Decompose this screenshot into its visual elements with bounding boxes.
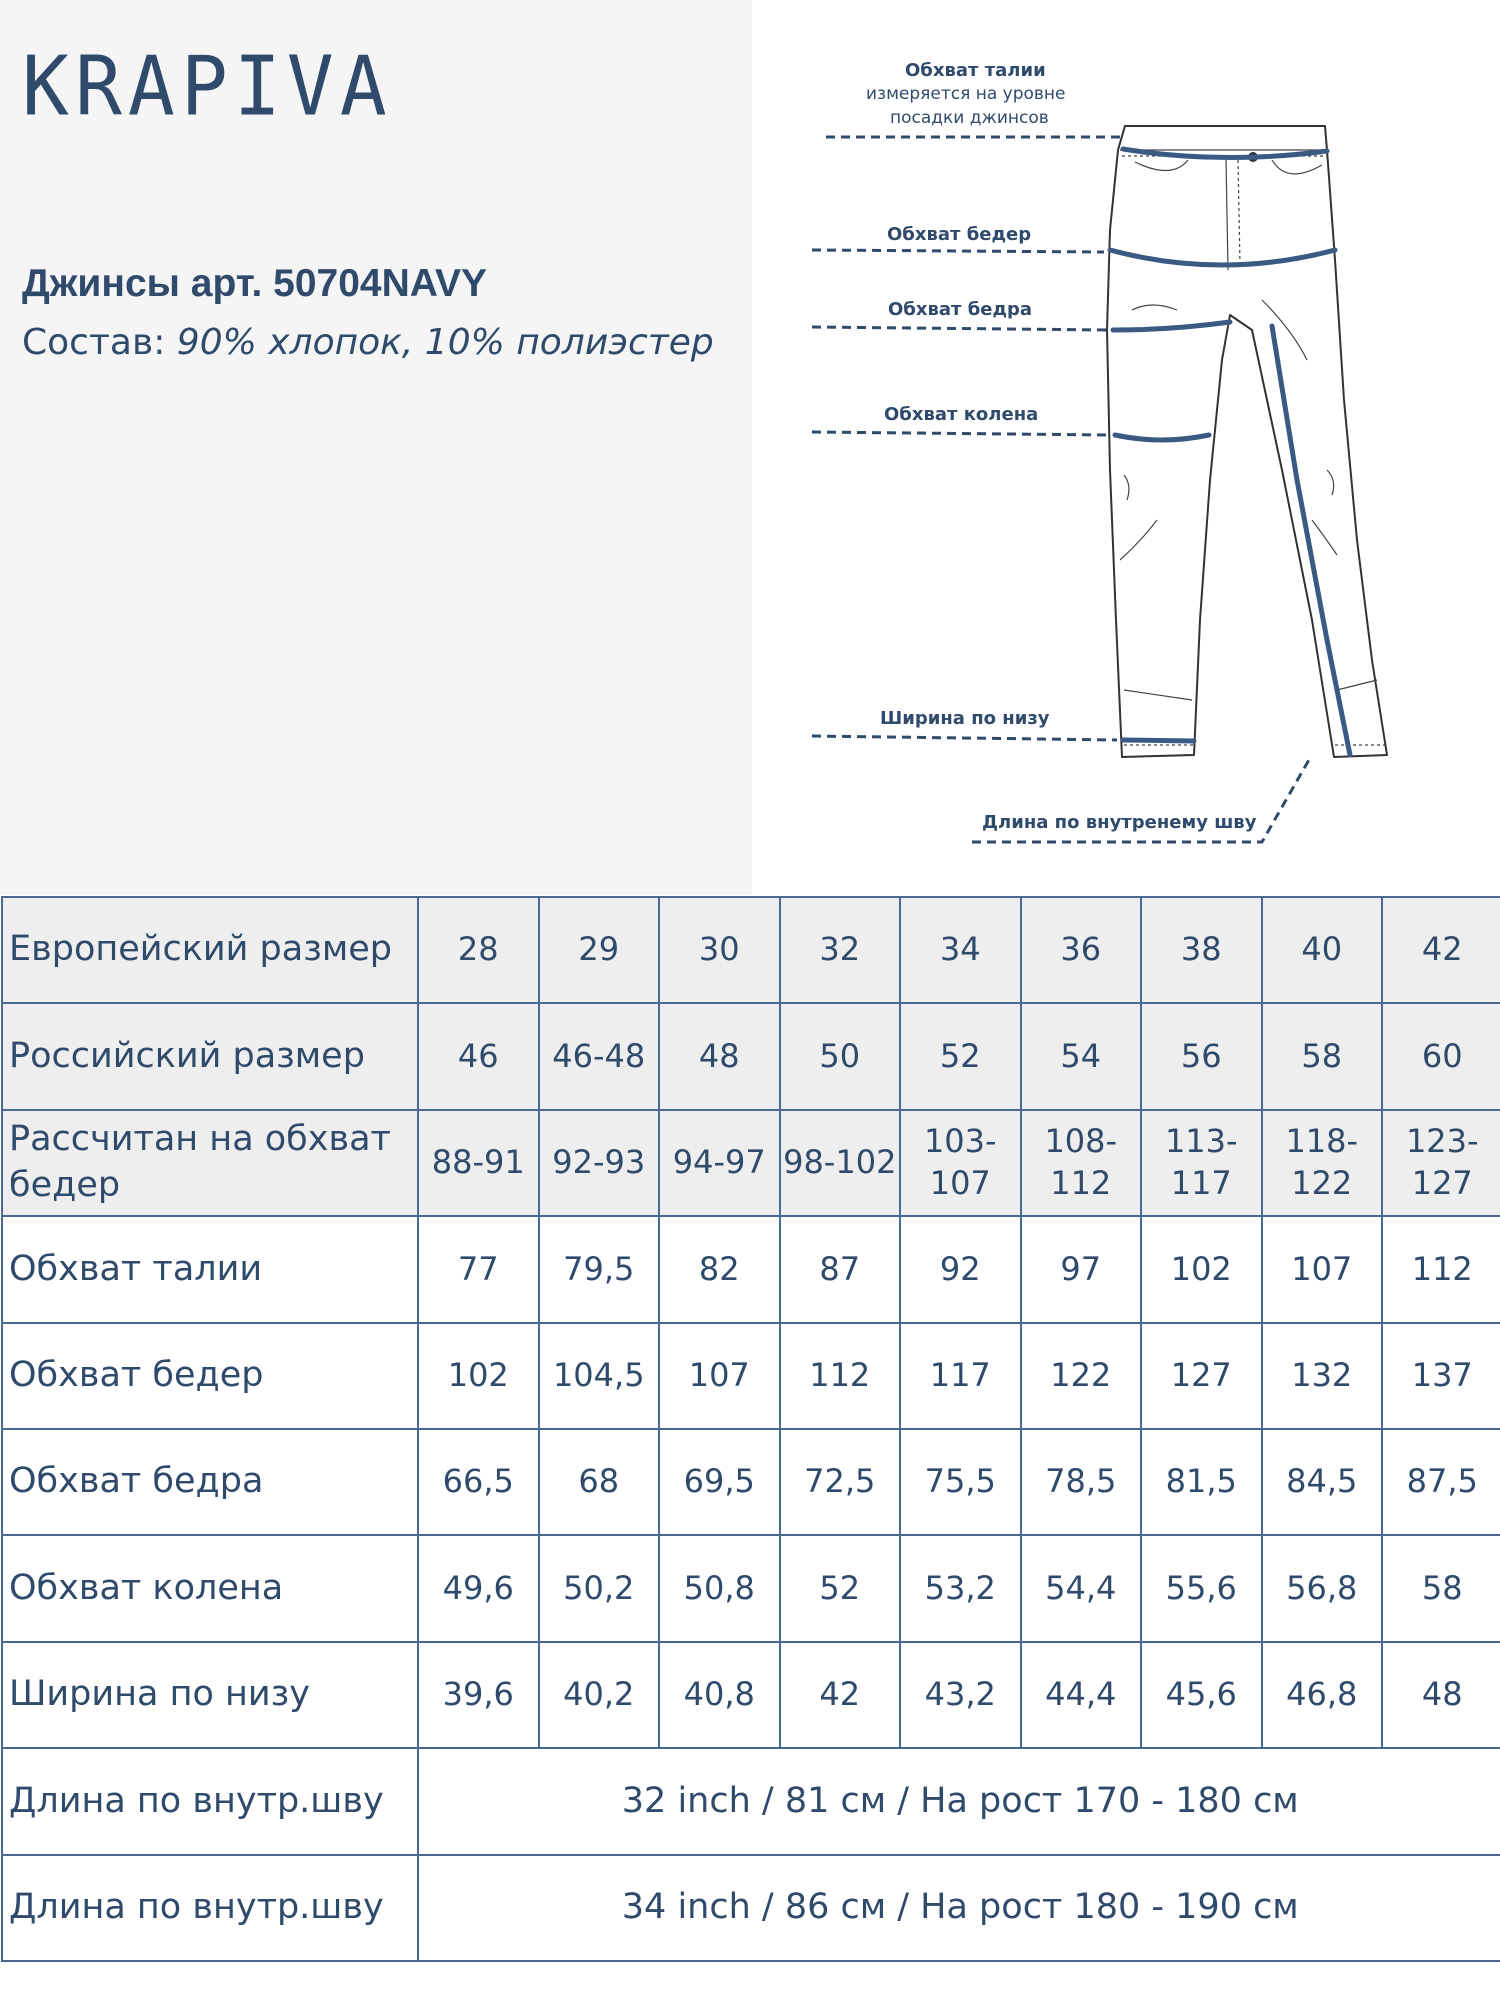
table-row [2,1110,1500,1216]
size-cell: 112 [780,1323,901,1429]
size-cell: 82 [659,1216,780,1322]
size-cell: 38 [1141,897,1262,1003]
inseam-value: 34 inch / 86 см / На рост 180 - 190 см [418,1855,1500,1961]
jeans-sketch [752,0,1500,895]
size-cell: 44,4 [1021,1642,1142,1748]
size-cell: 55,6 [1141,1535,1262,1641]
measurement-diagram [752,0,1500,895]
size-cell: 98-102 [780,1110,901,1216]
size-cell: 92-93 [539,1110,660,1216]
row-label: Длина по внутр.шву [2,1855,418,1961]
size-cell: 43,2 [900,1642,1021,1748]
size-cell: 40,2 [539,1642,660,1748]
size-table-body [2,897,1500,1961]
knee-label: Обхват колена [884,404,1039,425]
size-cell: 102 [418,1323,539,1429]
size-cell: 66,5 [418,1429,539,1535]
table-row [2,1642,1500,1748]
size-cell: 77 [418,1216,539,1322]
waist-note-line1: измеряется на уровне [866,84,1066,104]
thigh-label: Обхват бедра [888,299,1033,320]
size-cell: 50,2 [539,1535,660,1641]
size-cell: 122 [1021,1323,1142,1429]
size-cell: 107 [659,1323,780,1429]
size-cell: 48 [1382,1642,1500,1748]
row-label: Обхват бедер [2,1323,418,1429]
size-cell: 78,5 [1021,1429,1142,1535]
row-label: Длина по внутр.шву [2,1748,418,1854]
size-cell: 45,6 [1141,1642,1262,1748]
brand-logo: KRAPIVA [22,40,393,135]
size-cell: 32 [780,897,901,1003]
row-label: Обхват колена [2,1535,418,1641]
size-cell: 52 [780,1535,901,1641]
size-cell: 52 [900,1003,1021,1109]
size-cell: 79,5 [539,1216,660,1322]
size-cell: 88-91 [418,1110,539,1216]
waist-note-line2: посадки джинсов [890,108,1049,128]
size-cell: 87 [780,1216,901,1322]
hips-leader [812,250,1104,252]
hem-label: Ширина по низу [880,708,1050,729]
thigh-leader [812,327,1108,330]
row-label: Ширина по низу [2,1642,418,1748]
table-row [2,1535,1500,1641]
row-label: Обхват талии [2,1216,418,1322]
size-table [1,896,1500,1962]
size-cell: 54,4 [1021,1535,1142,1641]
inseam-row [2,1748,1500,1854]
table-row [2,1429,1500,1535]
size-cell: 72,5 [780,1429,901,1535]
size-cell: 50 [780,1003,901,1109]
size-cell: 94-97 [659,1110,780,1216]
composition-value: 90% хлопок, 10% полиэстер [176,322,714,363]
waist-label: Обхват талии [905,60,1046,81]
row-label: Обхват бедра [2,1429,418,1535]
table-row [2,1003,1500,1109]
size-cell: 113-117 [1141,1110,1262,1216]
size-cell: 104,5 [539,1323,660,1429]
size-cell: 108-112 [1021,1110,1142,1216]
size-cell: 54 [1021,1003,1142,1109]
size-cell: 75,5 [900,1429,1021,1535]
size-cell: 107 [1262,1216,1383,1322]
size-cell: 123-127 [1382,1110,1500,1216]
size-cell: 53,2 [900,1535,1021,1641]
size-cell: 118-122 [1262,1110,1383,1216]
table-row [2,1216,1500,1322]
size-cell: 42 [1382,897,1500,1003]
size-cell: 97 [1021,1216,1142,1322]
size-cell: 30 [659,897,780,1003]
size-cell: 87,5 [1382,1429,1500,1535]
size-cell: 29 [539,897,660,1003]
inseam-value: 32 inch / 81 см / На рост 170 - 180 см [418,1748,1500,1854]
row-label: Российский размер [2,1003,418,1109]
size-cell: 46-48 [539,1003,660,1109]
size-cell: 42 [780,1642,901,1748]
size-cell: 50,8 [659,1535,780,1641]
size-cell: 40 [1262,897,1383,1003]
size-cell: 92 [900,1216,1021,1322]
size-cell: 56,8 [1262,1535,1383,1641]
size-cell: 40,8 [659,1642,780,1748]
size-cell: 58 [1382,1535,1500,1641]
hips-label: Обхват бедер [887,224,1032,245]
size-cell: 48 [659,1003,780,1109]
size-cell: 103-107 [900,1110,1021,1216]
product-title: Джинсы арт. 50704NAVY [22,262,488,305]
size-cell: 39,6 [418,1642,539,1748]
size-cell: 34 [900,897,1021,1003]
size-cell: 68 [539,1429,660,1535]
size-cell: 81,5 [1141,1429,1262,1535]
size-cell: 127 [1141,1323,1262,1429]
inseam-label: Длина по внутренему шву [982,812,1257,833]
inseam-row [2,1855,1500,1961]
size-cell: 46 [418,1003,539,1109]
table-row [2,897,1500,1003]
size-cell: 28 [418,897,539,1003]
size-cell: 36 [1021,897,1142,1003]
size-cell: 112 [1382,1216,1500,1322]
size-cell: 102 [1141,1216,1262,1322]
size-cell: 137 [1382,1323,1500,1429]
size-cell: 84,5 [1262,1429,1383,1535]
size-cell: 60 [1382,1003,1500,1109]
hem-leader [812,736,1117,740]
knee-leader [812,432,1109,435]
size-cell: 46,8 [1262,1642,1383,1748]
size-cell: 69,5 [659,1429,780,1535]
size-cell: 117 [900,1323,1021,1429]
row-label: Европейский размер [2,897,418,1003]
product-composition [22,322,714,363]
composition-label: Состав: [22,322,166,363]
hem-measure-line [1123,740,1194,741]
header-panel [0,0,752,895]
row-label: Рассчитан на обхват бедер [2,1110,418,1216]
size-cell: 56 [1141,1003,1262,1109]
table-row [2,1323,1500,1429]
size-cell: 58 [1262,1003,1383,1109]
size-cell: 49,6 [418,1535,539,1641]
size-cell: 132 [1262,1323,1383,1429]
